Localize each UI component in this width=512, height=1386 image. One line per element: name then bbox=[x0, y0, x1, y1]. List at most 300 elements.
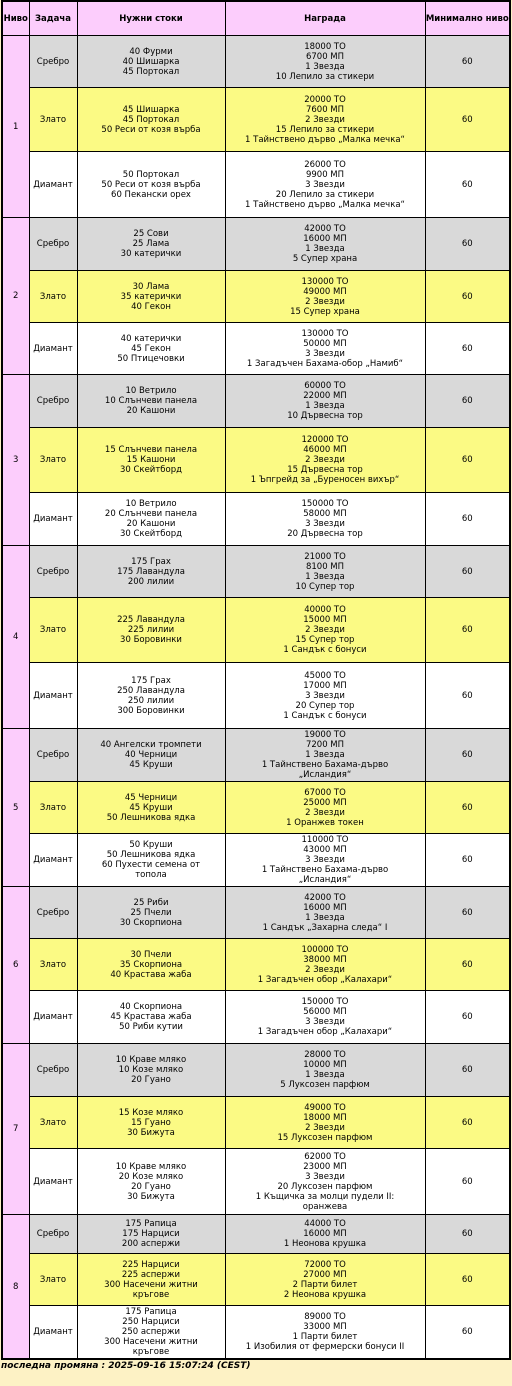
table-row bbox=[2, 729, 510, 782]
reward-cell bbox=[225, 152, 425, 218]
goods-cell bbox=[77, 218, 225, 271]
reward-line: 6700 МП bbox=[305, 51, 345, 62]
goods-line: 10 Слънчеви панела bbox=[104, 396, 198, 406]
goods-cell bbox=[77, 1306, 225, 1360]
reward-line: 15 Лепило за стикери bbox=[275, 124, 375, 135]
level-cell: 6 bbox=[2, 887, 29, 1044]
goods-line: 45 Портокал bbox=[122, 114, 180, 125]
goods-line: 225 лилии bbox=[127, 625, 175, 635]
reward-line: 42000 ТО bbox=[304, 892, 346, 903]
goods-line: 200 лилии bbox=[127, 576, 175, 587]
reward-line: 28000 ТО bbox=[304, 1050, 346, 1060]
goods-line: 45 Шишарка bbox=[122, 104, 180, 115]
reward-line: „Исландия“ bbox=[298, 770, 352, 780]
reward-line: 16000 МП bbox=[303, 902, 347, 913]
goods-line: кръгове bbox=[132, 1347, 170, 1357]
reward-line: 15000 МП bbox=[303, 615, 347, 625]
goods-line: 50 Реси от козя върба bbox=[101, 124, 201, 135]
goods-line: 40 Скорпиона bbox=[119, 1002, 183, 1012]
table-row bbox=[2, 991, 510, 1044]
reward-line: 3 Звезди bbox=[305, 348, 345, 359]
goods-line: 50 Реси от козя върба bbox=[101, 179, 201, 190]
reward-line: 22000 МП bbox=[303, 391, 347, 401]
reward-line: 60000 ТО bbox=[304, 381, 346, 391]
reward-cell bbox=[225, 1097, 425, 1149]
goods-line: 20 Кашони bbox=[126, 406, 176, 416]
goods-line: 50 Портокал bbox=[122, 169, 180, 180]
goods-line: 40 Шишарка bbox=[122, 56, 180, 67]
reward-line: 2 Звезди bbox=[305, 625, 345, 635]
reward-line: 1 Звезда bbox=[305, 571, 345, 582]
reward-line: 33000 МП bbox=[303, 1322, 347, 1332]
reward-line: 49000 ТО bbox=[304, 1102, 346, 1113]
goods-cell bbox=[77, 1254, 225, 1306]
min-level-cell: 60 bbox=[425, 88, 510, 152]
reward-line: 46000 МП bbox=[303, 445, 347, 455]
goods-line: 250 аспержи bbox=[121, 1327, 181, 1337]
reward-cell bbox=[225, 375, 425, 428]
reward-line: 110000 ТО bbox=[301, 835, 349, 845]
reward-cell bbox=[225, 546, 425, 598]
level-cell: 8 bbox=[2, 1215, 29, 1360]
min-level-cell: 60 bbox=[425, 834, 510, 887]
min-level-cell: 60 bbox=[425, 152, 510, 218]
reward-line: 3 Звезди bbox=[305, 179, 345, 190]
goods-line: кръгове bbox=[132, 1289, 170, 1300]
reward-line: 2 Парти билет bbox=[292, 1279, 358, 1290]
min-level-cell: 60 bbox=[425, 939, 510, 991]
task-cell: Диамант bbox=[29, 1149, 77, 1215]
reward-line: 49000 МП bbox=[303, 286, 347, 297]
reward-line: 130000 ТО bbox=[301, 276, 349, 287]
reward-line: 58000 МП bbox=[303, 509, 347, 519]
reward-line: 7200 МП bbox=[305, 740, 345, 750]
goods-line: 45 Черници bbox=[124, 792, 178, 803]
min-level-cell: 60 bbox=[425, 1215, 510, 1254]
reward-line: 43000 МП bbox=[303, 845, 347, 855]
task-cell: Диамант bbox=[29, 1306, 77, 1360]
reward-line: 2 Звезди bbox=[305, 296, 345, 307]
header-reward: Награда bbox=[225, 1, 425, 36]
task-cell: Сребро bbox=[29, 36, 77, 88]
reward-line: 20 Дървесна тор bbox=[287, 529, 363, 539]
reward-line: 1 Къщичка за молци пудели II: bbox=[255, 1191, 395, 1202]
goods-line: 40 Гекон bbox=[131, 301, 171, 312]
reward-line: 1 Звезда bbox=[305, 750, 345, 760]
reward-line: 7600 МП bbox=[305, 104, 345, 115]
goods-cell bbox=[77, 36, 225, 88]
reward-line: 8100 МП bbox=[305, 561, 345, 572]
reward-line: 15 Супер храна bbox=[290, 306, 360, 317]
min-level-cell: 60 bbox=[425, 493, 510, 546]
reward-line: 1 Звезда bbox=[305, 401, 345, 411]
goods-line: 10 Козе мляко bbox=[118, 1065, 184, 1075]
table-row bbox=[2, 1254, 510, 1306]
rewards-table bbox=[1, 0, 511, 1360]
reward-line: 130000 ТО bbox=[301, 328, 349, 339]
goods-line: 175 Грах bbox=[131, 675, 171, 686]
goods-line: 175 Лавандула bbox=[117, 566, 185, 577]
reward-line: 10 Дървесна тор bbox=[287, 411, 363, 421]
level-cell: 5 bbox=[2, 729, 29, 887]
reward-line: 72000 ТО bbox=[304, 1259, 346, 1270]
table-row bbox=[2, 1149, 510, 1215]
reward-line: 1 Загадъчен обор „Калахари“ bbox=[257, 1027, 393, 1037]
task-cell: Злато bbox=[29, 1097, 77, 1149]
reward-line: 2 Неонова крушка bbox=[283, 1289, 367, 1300]
reward-line: 9900 МП bbox=[305, 169, 345, 180]
table-row bbox=[2, 271, 510, 323]
reward-cell bbox=[225, 939, 425, 991]
goods-line: 50 Лешникова ядка bbox=[106, 850, 196, 860]
last-modified: последна промяна : 2025-09-16 15:07:24 (CEST) bbox=[1, 1361, 251, 1371]
task-cell: Сребро bbox=[29, 1215, 77, 1254]
reward-line: 15 Супер тор bbox=[295, 635, 355, 645]
table-row bbox=[2, 152, 510, 218]
reward-line: 1 Загадъчен Бахама-обор „Намиб“ bbox=[246, 358, 404, 369]
goods-line: 20 Козе мляко bbox=[118, 1171, 184, 1182]
reward-line: 3 Звезди bbox=[305, 519, 345, 529]
goods-line: 15 Гуано bbox=[131, 1117, 171, 1128]
goods-line: 225 аспержи bbox=[121, 1269, 181, 1280]
reward-cell bbox=[225, 663, 425, 729]
reward-line: 62000 ТО bbox=[304, 1151, 346, 1162]
goods-line: 35 Скорпиона bbox=[119, 959, 183, 970]
goods-line: 20 Гуано bbox=[131, 1075, 171, 1085]
goods-line: 175 Рапица bbox=[125, 1307, 177, 1317]
reward-line: 27000 МП bbox=[303, 1269, 347, 1280]
task-cell: Злато bbox=[29, 1254, 77, 1306]
table-row bbox=[2, 834, 510, 887]
goods-cell bbox=[77, 663, 225, 729]
table-row bbox=[2, 1044, 510, 1097]
reward-line: 1 Тайнствено Бахама-дърво bbox=[261, 760, 389, 770]
goods-line: 30 Скорпиона bbox=[119, 917, 183, 928]
reward-line: 1 Загадъчен обор „Калахари“ bbox=[257, 974, 393, 985]
reward-cell bbox=[225, 218, 425, 271]
reward-line: 2 Звезди bbox=[305, 964, 345, 975]
reward-line: 1 Сандък с бонуси bbox=[283, 645, 367, 655]
reward-line: 2 Звезди bbox=[305, 1122, 345, 1133]
header-goods: Нужни стоки bbox=[77, 1, 225, 36]
reward-line: 2 Звезди bbox=[305, 114, 345, 125]
reward-line: 1 Неонова крушка bbox=[283, 1239, 367, 1249]
goods-line: 20 Кашони bbox=[126, 519, 176, 529]
task-cell: Сребро bbox=[29, 546, 77, 598]
goods-line: 250 лилии bbox=[127, 695, 175, 706]
reward-line: 17000 МП bbox=[303, 680, 347, 691]
reward-line: 18000 ТО bbox=[304, 41, 346, 52]
min-level-cell: 60 bbox=[425, 428, 510, 493]
table-row bbox=[2, 428, 510, 493]
goods-cell bbox=[77, 834, 225, 887]
goods-line: 175 Нарциси bbox=[122, 1229, 180, 1239]
task-cell: Злато bbox=[29, 428, 77, 493]
reward-line: 100000 ТО bbox=[301, 944, 349, 955]
reward-line: 5 Супер храна bbox=[292, 254, 358, 264]
table-row bbox=[2, 1097, 510, 1149]
level-cell: 4 bbox=[2, 546, 29, 729]
goods-cell bbox=[77, 887, 225, 939]
task-cell: Диамант bbox=[29, 834, 77, 887]
goods-line: 30 Скейтборд bbox=[119, 465, 182, 475]
goods-line: 30 Бижута bbox=[127, 1127, 175, 1138]
task-cell: Сребро bbox=[29, 375, 77, 428]
reward-line: 3 Звезди bbox=[305, 1017, 345, 1027]
goods-line: 30 Боровинки bbox=[120, 635, 182, 645]
goods-line: 175 Рапица bbox=[125, 1219, 177, 1229]
goods-line: 175 Грах bbox=[131, 556, 171, 567]
reward-line: 1 Звезда bbox=[305, 244, 345, 254]
task-cell: Злато bbox=[29, 598, 77, 663]
reward-cell bbox=[225, 598, 425, 663]
table-row bbox=[2, 1215, 510, 1254]
reward-line: 18000 МП bbox=[303, 1112, 347, 1123]
goods-line: 10 Краве мляко bbox=[115, 1055, 187, 1065]
table-row bbox=[2, 1306, 510, 1360]
goods-cell bbox=[77, 323, 225, 375]
task-cell: Злато bbox=[29, 271, 77, 323]
min-level-cell: 60 bbox=[425, 1306, 510, 1360]
goods-line: 45 Крастава жаба bbox=[110, 1012, 192, 1022]
reward-cell bbox=[225, 428, 425, 493]
min-level-cell: 60 bbox=[425, 1097, 510, 1149]
reward-line: 10000 МП bbox=[303, 1060, 347, 1070]
header-row bbox=[2, 1, 510, 36]
goods-cell bbox=[77, 1149, 225, 1215]
goods-line: 40 Ангелски тромпети bbox=[100, 740, 202, 750]
goods-cell bbox=[77, 1215, 225, 1254]
reward-line: 20 Лепило за стикери bbox=[275, 189, 375, 200]
reward-line: 21000 ТО bbox=[304, 551, 346, 562]
goods-line: 30 Пчели bbox=[130, 949, 172, 960]
reward-line: 20000 ТО bbox=[304, 94, 346, 105]
reward-line: 1 Сандък „Захарна следа“ I bbox=[262, 922, 388, 933]
reward-line: 38000 МП bbox=[303, 954, 347, 965]
reward-line: 3 Звезди bbox=[305, 1171, 345, 1182]
reward-line: 25000 МП bbox=[303, 797, 347, 808]
table-row bbox=[2, 493, 510, 546]
header-min-level: Минимално ниво bbox=[425, 1, 510, 36]
goods-line: 25 Сови bbox=[133, 229, 169, 239]
goods-line: 40 Крастава жаба bbox=[110, 969, 192, 980]
min-level-cell: 60 bbox=[425, 271, 510, 323]
goods-line: 50 Птицечовки bbox=[117, 353, 185, 364]
min-level-cell: 60 bbox=[425, 546, 510, 598]
reward-cell bbox=[225, 1215, 425, 1254]
goods-line: 300 Боровинки bbox=[117, 705, 185, 716]
goods-line: 200 аспержи bbox=[121, 1239, 181, 1249]
reward-line: 20 Луксозен парфюм bbox=[277, 1181, 373, 1192]
table-row bbox=[2, 546, 510, 598]
reward-line: 1 Парти билет bbox=[292, 1332, 358, 1342]
reward-cell bbox=[225, 1149, 425, 1215]
goods-line: 225 Лавандула bbox=[117, 615, 185, 625]
min-level-cell: 60 bbox=[425, 218, 510, 271]
reward-line: 56000 МП bbox=[303, 1007, 347, 1017]
reward-cell bbox=[225, 991, 425, 1044]
task-cell: Сребро bbox=[29, 729, 77, 782]
goods-line: 60 Пухести семена от bbox=[101, 860, 201, 870]
reward-cell bbox=[225, 1044, 425, 1097]
header-level: Ниво bbox=[2, 1, 29, 36]
goods-cell bbox=[77, 1097, 225, 1149]
goods-line: 60 Пекански орех bbox=[111, 189, 191, 200]
reward-cell bbox=[225, 834, 425, 887]
goods-line: 15 Козе мляко bbox=[118, 1107, 184, 1118]
goods-line: 45 Гекон bbox=[131, 343, 171, 354]
goods-line: 35 катерички bbox=[120, 291, 182, 302]
task-cell: Диамант bbox=[29, 991, 77, 1044]
table-body bbox=[2, 36, 510, 1360]
reward-cell bbox=[225, 271, 425, 323]
goods-cell bbox=[77, 729, 225, 782]
min-level-cell: 60 bbox=[425, 36, 510, 88]
table-row bbox=[2, 375, 510, 428]
goods-line: 225 Нарциси bbox=[122, 1259, 180, 1270]
task-cell: Диамант bbox=[29, 323, 77, 375]
table-row bbox=[2, 598, 510, 663]
reward-line: 1 Звезда bbox=[305, 61, 345, 72]
goods-line: 30 катерички bbox=[120, 249, 182, 259]
goods-line: 30 Лама bbox=[132, 281, 170, 292]
min-level-cell: 60 bbox=[425, 598, 510, 663]
reward-cell bbox=[225, 493, 425, 546]
reward-line: 150000 ТО bbox=[301, 997, 349, 1007]
reward-line: 1 Тайнствено дърво „Малка мечка“ bbox=[245, 199, 405, 210]
task-cell: Сребро bbox=[29, 887, 77, 939]
table-row bbox=[2, 36, 510, 88]
goods-line: 25 Пчели bbox=[130, 907, 172, 918]
reward-line: 40000 ТО bbox=[304, 605, 346, 615]
goods-line: 10 Ветрило bbox=[125, 386, 177, 396]
reward-line: 45000 ТО bbox=[304, 670, 346, 681]
reward-line: 1 Тайнствено дърво „Малка мечка“ bbox=[245, 134, 405, 145]
table-row bbox=[2, 218, 510, 271]
reward-cell bbox=[225, 1254, 425, 1306]
goods-cell bbox=[77, 271, 225, 323]
goods-line: 45 Портокал bbox=[122, 66, 180, 77]
goods-line: 25 Лама bbox=[132, 239, 170, 249]
reward-cell bbox=[225, 729, 425, 782]
goods-line: 40 Черници bbox=[124, 750, 178, 760]
min-level-cell: 60 bbox=[425, 729, 510, 782]
task-cell: Диамант bbox=[29, 663, 77, 729]
goods-line: 300 Насечени житни bbox=[104, 1279, 198, 1290]
goods-cell bbox=[77, 428, 225, 493]
task-cell: Диамант bbox=[29, 493, 77, 546]
reward-line: 1 Сандък с бонуси bbox=[283, 710, 367, 721]
table-row bbox=[2, 939, 510, 991]
goods-line: 50 Лешникова ядка bbox=[106, 812, 196, 823]
reward-line: 15 Дървесна тор bbox=[287, 465, 363, 475]
reward-line: 89000 ТО bbox=[304, 1312, 346, 1322]
min-level-cell: 60 bbox=[425, 375, 510, 428]
reward-line: 16000 МП bbox=[303, 234, 347, 244]
goods-line: 20 Гуано bbox=[131, 1181, 171, 1192]
goods-line: 40 катерички bbox=[120, 333, 182, 344]
min-level-cell: 60 bbox=[425, 1149, 510, 1215]
reward-line: 1 Ъпгрейд за „Буреносен вихър“ bbox=[250, 475, 400, 485]
reward-line: 50000 МП bbox=[303, 338, 347, 349]
reward-line: 3 Звезди bbox=[305, 690, 345, 701]
task-cell: Сребро bbox=[29, 1044, 77, 1097]
reward-line: 44000 ТО bbox=[304, 1219, 346, 1229]
goods-line: 15 Кашони bbox=[126, 455, 176, 465]
reward-line: 1 Тайнствено Бахама-дърво bbox=[261, 865, 389, 875]
goods-cell bbox=[77, 991, 225, 1044]
reward-line: 10 Лепило за стикери bbox=[275, 71, 375, 82]
reward-line: 67000 ТО bbox=[304, 787, 346, 798]
level-cell: 3 bbox=[2, 375, 29, 546]
reward-line: 1 Звезда bbox=[305, 912, 345, 923]
goods-cell bbox=[77, 375, 225, 428]
header-task: Задача bbox=[29, 1, 77, 36]
table-row bbox=[2, 323, 510, 375]
goods-line: 50 Круши bbox=[129, 840, 173, 850]
reward-line: 150000 ТО bbox=[301, 499, 349, 509]
goods-line: 45 Круши bbox=[129, 760, 173, 770]
reward-cell bbox=[225, 782, 425, 834]
min-level-cell: 60 bbox=[425, 887, 510, 939]
reward-line: 3 Звезди bbox=[305, 855, 345, 865]
reward-line: „Исландия“ bbox=[298, 875, 352, 885]
min-level-cell: 60 bbox=[425, 323, 510, 375]
task-cell: Злато bbox=[29, 782, 77, 834]
table-row bbox=[2, 782, 510, 834]
min-level-cell: 60 bbox=[425, 1044, 510, 1097]
table-row bbox=[2, 88, 510, 152]
goods-line: 25 Риби bbox=[133, 897, 169, 908]
reward-cell bbox=[225, 88, 425, 152]
goods-line: 250 Лавандула bbox=[117, 685, 185, 696]
goods-cell bbox=[77, 939, 225, 991]
goods-line: топола bbox=[135, 870, 167, 880]
reward-line: 5 Луксозен парфюм bbox=[280, 1080, 370, 1090]
table-row bbox=[2, 887, 510, 939]
reward-line: 15 Луксозен парфюм bbox=[277, 1132, 373, 1143]
goods-line: 10 Ветрило bbox=[125, 499, 177, 509]
min-level-cell: 60 bbox=[425, 991, 510, 1044]
level-cell: 2 bbox=[2, 218, 29, 375]
task-cell: Диамант bbox=[29, 152, 77, 218]
reward-line: 19000 ТО bbox=[304, 730, 346, 740]
reward-line: 26000 ТО bbox=[304, 159, 346, 170]
goods-cell bbox=[77, 493, 225, 546]
reward-cell bbox=[225, 887, 425, 939]
reward-line: 120000 ТО bbox=[301, 435, 349, 445]
reward-line: 1 Звезда bbox=[305, 1070, 345, 1080]
level-cell: 1 bbox=[2, 36, 29, 218]
reward-line: 1 Изобилия от фермерски бонуси II bbox=[245, 1342, 405, 1352]
reward-line: 20 Супер тор bbox=[295, 700, 355, 711]
reward-line: 10 Супер тор bbox=[295, 581, 355, 592]
min-level-cell: 60 bbox=[425, 1254, 510, 1306]
level-cell: 7 bbox=[2, 1044, 29, 1215]
task-cell: Злато bbox=[29, 88, 77, 152]
goods-line: 20 Слънчеви панела bbox=[104, 509, 198, 519]
goods-line: 300 Насечени житни bbox=[104, 1337, 198, 1347]
reward-cell bbox=[225, 323, 425, 375]
task-cell: Злато bbox=[29, 939, 77, 991]
reward-line: 16000 МП bbox=[303, 1229, 347, 1239]
reward-line: оранжева bbox=[302, 1201, 348, 1212]
goods-cell bbox=[77, 782, 225, 834]
reward-line: 2 Звезди bbox=[305, 455, 345, 465]
reward-line: 1 Оранжев токен bbox=[286, 817, 364, 828]
goods-line: 30 Бижута bbox=[127, 1191, 175, 1202]
goods-line: 45 Круши bbox=[129, 802, 173, 813]
